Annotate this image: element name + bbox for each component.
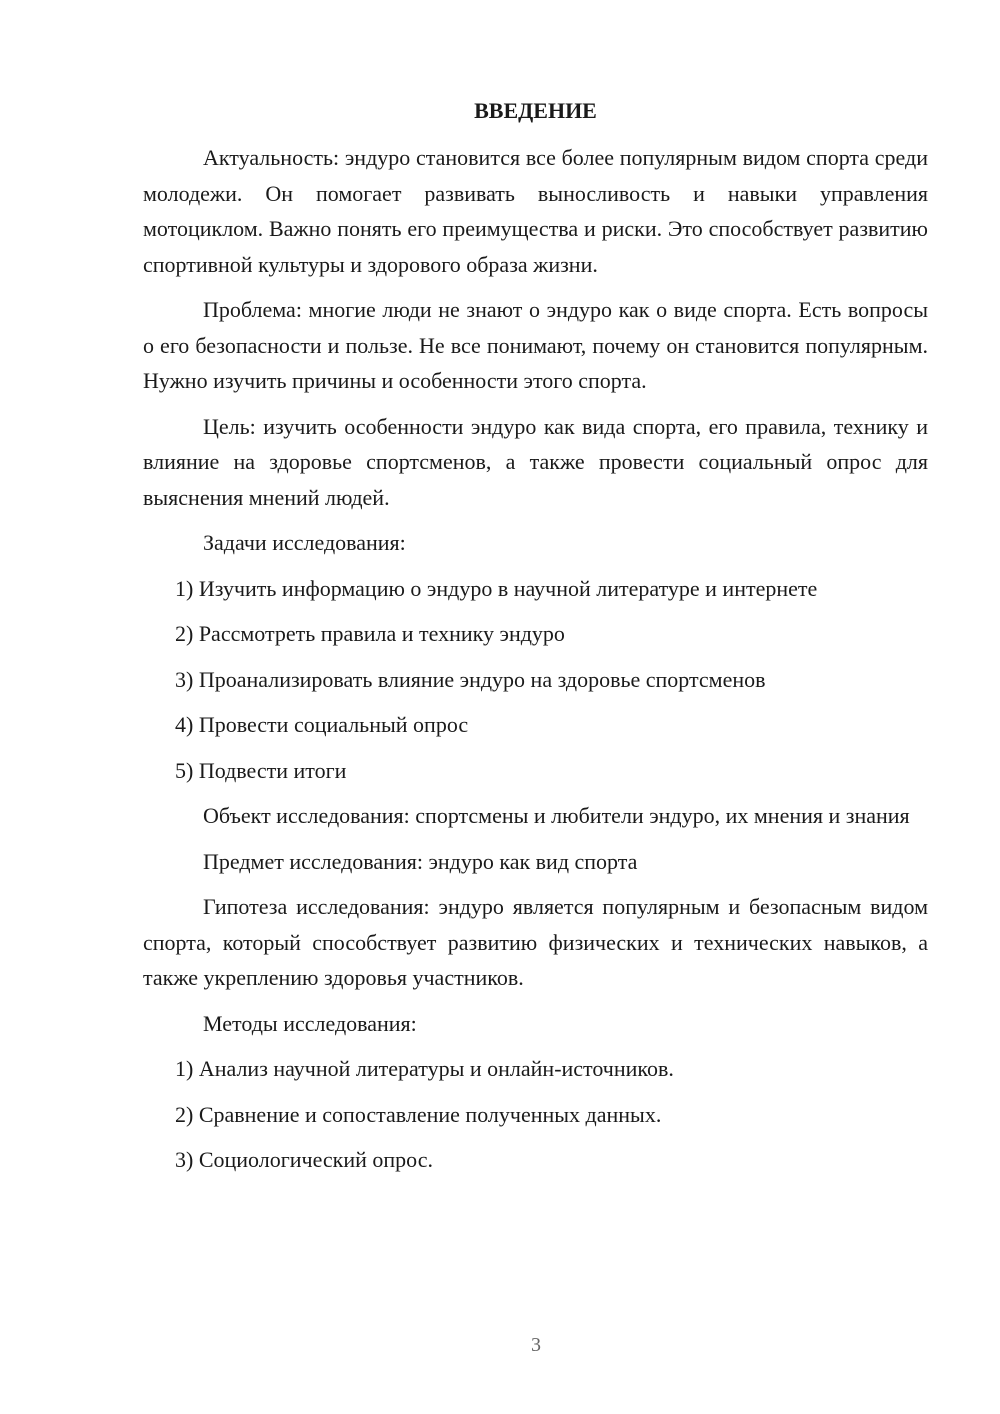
object-paragraph: Объект исследования: спортсмены и любители эндуро, их мнения и знания [203,803,910,828]
subject-paragraph: Предмет исследования: эндуро как вид спорта [203,848,638,874]
goal-paragraph: Цель: изучить особенности эндуро как вида спорта, его правила, технику и влияние на здоровье спортсменов, а также провести социальный опрос для выяснения мнений людей. [143,413,928,510]
list-item: 1) Анализ научной литературы и онлайн-источников. [175,1056,674,1081]
document-body [143,96,928,1188]
methods-list [143,1051,928,1178]
problem-paragraph: Проблема: многие люди не знают о эндуро как о виде спорта. Есть вопросы о его безопасности и пользе. Не все понимают, почему он становится популярным. Нужно изучить причины и особенности этого спорта. [143,297,928,393]
hypothesis-paragraph: Гипотеза исследования: эндуро является популярным и безопасным видом спорта, который способствует развитию физических и технических навыков, а также укреплению здоровья участников. [143,894,928,990]
page-title: ВВЕДЕНИЕ [474,98,597,123]
list-item: 1) Изучить информацию о эндуро в научной литературе и интернете [175,575,818,601]
tasks-list [143,571,928,789]
tasks-label: Задачи исследования: [203,530,406,555]
list-item: 3) Социологический опрос. [175,1147,433,1172]
list-item: 4) Провести социальный опрос [175,712,469,737]
page-number: 3 [531,1334,541,1356]
list-item: 5) Подвести итоги [175,757,347,783]
methods-label: Методы исследования: [203,1010,417,1036]
list-item: 2) Рассмотреть правила и технику эндуро [175,621,565,646]
relevance-paragraph: Актуальность: эндуро становится все более популярным видом спорта среди молодежи. Он помогает развивать выносливость и навыки управления мотоциклом. Важно понять его преимущества и риски. Это способствует развитию спортивной культуры и здорового образа жизни. [143,145,928,277]
list-item: 2) Сравнение и сопоставление полученных данных. [175,1101,662,1127]
list-item: 3) Проанализировать влияние эндуро на здоровье спортсменов [175,666,766,692]
